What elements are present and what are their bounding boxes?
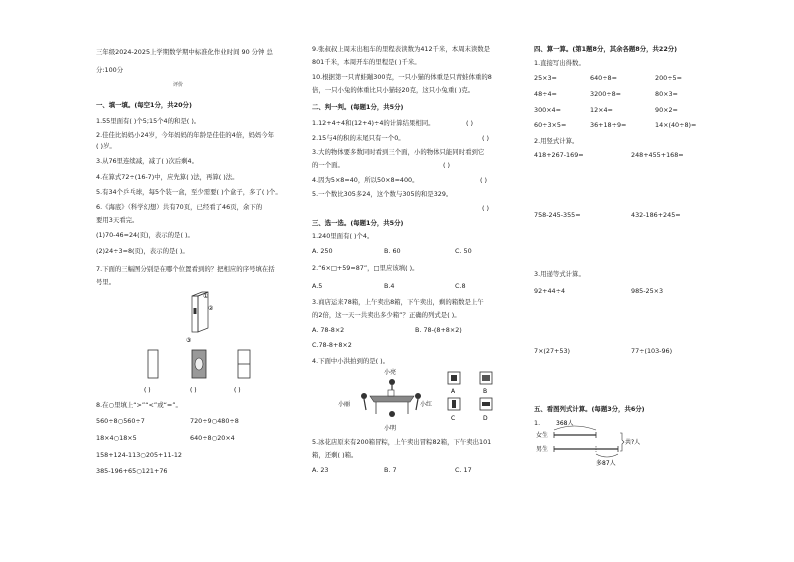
choice-4: 4.下面中小洪拍到的是( )。 [312,357,390,365]
diag-girls-label: 女生 [536,432,549,439]
question-1-6-cont: 要用3天看完。 [96,216,139,224]
judge-5: 5.一个数比305多24，这个数与305的和是329。 [312,190,453,198]
choice-2-b: B.4 [384,282,395,290]
judge-3-blank: ( ) [443,161,451,169]
vertical-1: 418+267-169= [534,151,584,159]
question-1-9: 9.张叔叔上周末出租车的里程表读数为412千米，本周末读数是 [312,45,491,53]
label-bottom: 小明 [384,425,397,432]
question-1-2: 2.佳佳比妈妈小24岁，今年妈妈的年龄是佳佳的4倍，妈妈今年 [96,131,275,139]
calc-2-title: 2.用竖式计算。 [534,137,579,145]
choice-5-c: C. 17 [455,466,472,474]
question-1-2-cont: ( )岁。 [96,142,116,150]
question-1-6-sub2: (2)24÷3=8(页)，表示的是( )。 [96,247,189,255]
question-1-10: 10.根据第一只青蛙蹦300克，一只小猫的体重是只青蛙体重的8 [312,73,492,81]
oral-4-3: 14×(40÷8)= [655,121,697,129]
stepwise-4: 77÷(103-96) [631,347,673,355]
choice-3: 3.商店运来78箱，上午卖出8箱，下午卖出，剩的箱数是上午 [312,298,484,306]
evaluation-label: 评价 [173,82,184,88]
question-1-8: 8.在○里填上“>”“<”或“=”。 [96,401,182,409]
option-b-label: B [483,388,488,395]
section-5-title: 五、看图列式计算。(每题3分，共6分) [534,405,645,413]
view-figure [140,288,280,398]
choice-1-c: C. 50 [455,247,472,255]
judge-3: 3.大的物体要多数同时看到三个面，小的物体只能同时看到它 [312,148,485,156]
view-a-blank: ( ) [144,387,151,394]
oral-1-3: 200÷5= [655,74,682,82]
choice-1-a: A. 250 [312,247,333,255]
view-b-blank: ( ) [190,387,197,394]
judge-1: 1.12+4÷4和(12+4)÷4的计算结果相同。 [312,119,435,127]
picture-problem-1: 1. [534,419,541,427]
oral-4-2: 36+18÷9= [590,121,627,129]
section-2-title: 二、判一判。(每题1分，共5分) [312,103,404,111]
judge-2-blank: ( ) [482,134,490,142]
diag-top-label: 368人 [556,420,574,427]
choice-2-a: A.5 [312,282,323,290]
question-1-7: 7.下面的三幅图分别是在哪个位置看到的？把相应的序号填在括 [96,265,275,273]
compare-2b: 640÷8○20×4 [190,434,235,442]
choice-2-c: C.8 [455,282,466,290]
view-c-blank: ( ) [234,387,241,394]
stepwise-3: 7×(27+53) [534,347,571,355]
question-1-1: 1.55里面有( )个5;15个4的和是( )。 [96,117,201,125]
vertical-3: 758-245-355= [534,211,581,219]
mark-1: ① [203,293,209,300]
section-3-title: 三、选一选。(每题1分，共5分) [312,219,404,227]
compare-1a: 560÷8○560÷7 [96,417,145,425]
label-left: 小丽 [338,401,351,408]
stepwise-2: 985-25×3 [631,287,664,295]
oral-1-2: 640÷8= [590,74,617,82]
choice-1: 1.240里面有( )个4。 [312,232,374,240]
vertical-2: 248+455+168= [631,151,684,159]
label-top: 小亮 [384,369,397,376]
question-1-4: 4.在算式72÷(16-7)中，应先算( )法，再算( )法。 [96,173,239,181]
compare-2a: 18×4○18×5 [96,434,137,442]
header-line-1: 三年级2024-2025上学期数学期中标准化作业时间 90 分钟 总 [96,48,273,56]
question-1-5: 5.有34个乒乓球，每5个装一盒，至少需要( )个盒子，多了( )个。 [96,188,282,196]
choice-5: 5.冰花店原来有200箱冒粽，上午卖出冒粽82箱，下午卖出101 [312,438,492,446]
section-1-title: 一、填一填。(每空1分，共20分) [96,101,192,109]
choice-3-a: A. 78-8×2 [312,326,345,334]
choice-3-cont: 的2倍，这一天一共卖出多少箱”？正确的列式是( )。 [312,311,461,319]
mark-3: ③ [186,337,192,344]
judge-2: 2.15与4的积的末尾只有一个0。 [312,134,405,142]
oral-3-1: 300×4= [534,106,561,114]
choice-3-c: C.78-8+8×2 [312,341,352,349]
view-a-icon [148,350,158,378]
oral-2-1: 48÷4= [534,90,557,98]
mark-2: ② [208,305,214,312]
calc-1-title: 1.直接写出得数。 [534,59,585,67]
oral-3-3: 90×2= [655,106,678,114]
question-1-7-cont: 号里。 [96,278,116,286]
judge-3-cont: 的一个面。 [312,161,344,169]
judge-4-blank: ( ) [480,176,488,184]
diag-diff-label: 多87人 [596,460,616,467]
question-1-9-cont: 801千米，本周开车的里程是( )千米。 [312,58,421,66]
diag-total-label: 共?人 [625,439,641,446]
diag-boys-label: 男生 [536,446,549,453]
oral-2-3: 80×3= [655,90,678,98]
compare-4: 385-196+65○121+76 [96,467,168,475]
compare-1b: 720÷9○480÷8 [190,417,239,425]
table-scene [336,366,506,434]
oral-4-1: 60÷3×5= [534,121,567,129]
choice-1-b: B. 60 [384,247,401,255]
judge-4: 4.因为5×8=40，所以50×8=400。 [312,176,419,184]
option-a-label: A [451,388,456,395]
question-1-6: 6.《海底》（科学幻想）共有70页，已经看了46页，余下的 [96,203,263,211]
box-icon [388,390,394,396]
choice-5-cont: 箱，还剩( )箱。 [312,451,358,459]
vertical-4: 432-186+245= [631,211,681,219]
choice-5-a: A. 23 [312,466,329,474]
label-right: 小红 [420,401,433,408]
judge-5-blank: ( ) [482,204,490,212]
choice-2: 2.“6×□+59=87”，□里应该填( )。 [312,264,419,272]
judge-1-blank: ( ) [466,119,474,127]
choice-5-b: B. 7 [384,466,397,474]
oral-1-1: 25×3= [534,74,557,82]
oral-3-2: 12×4= [590,106,613,114]
oral-2-2: 3200÷8= [590,90,622,98]
segment-diagram [534,418,644,468]
table-icon [370,396,414,402]
compare-3: 158+124-113○205+11-12 [96,451,182,459]
choice-3-b: B. 78-(8+8×2) [415,326,462,334]
question-1-10-cont: 倍，一只小兔的体重比只小猫轻20克，这只小兔重( )克。 [312,86,475,94]
question-1-3: 3.从76里连续减，减了( )次后剩4。 [96,157,198,165]
option-d-label: D [483,415,488,422]
header-line-2: 分:100分 [96,66,124,74]
stepwise-1: 92+44÷4 [534,287,566,295]
question-1-6-sub1: (1)70-46=24(页)，表示的是( )。 [96,231,194,239]
option-c-label: C [451,415,456,422]
calc-3-title: 3.用递等式计算。 [534,270,585,278]
section-4-title: 四、算一算。(第1题8分，其余各题8分，共22分) [534,45,678,53]
